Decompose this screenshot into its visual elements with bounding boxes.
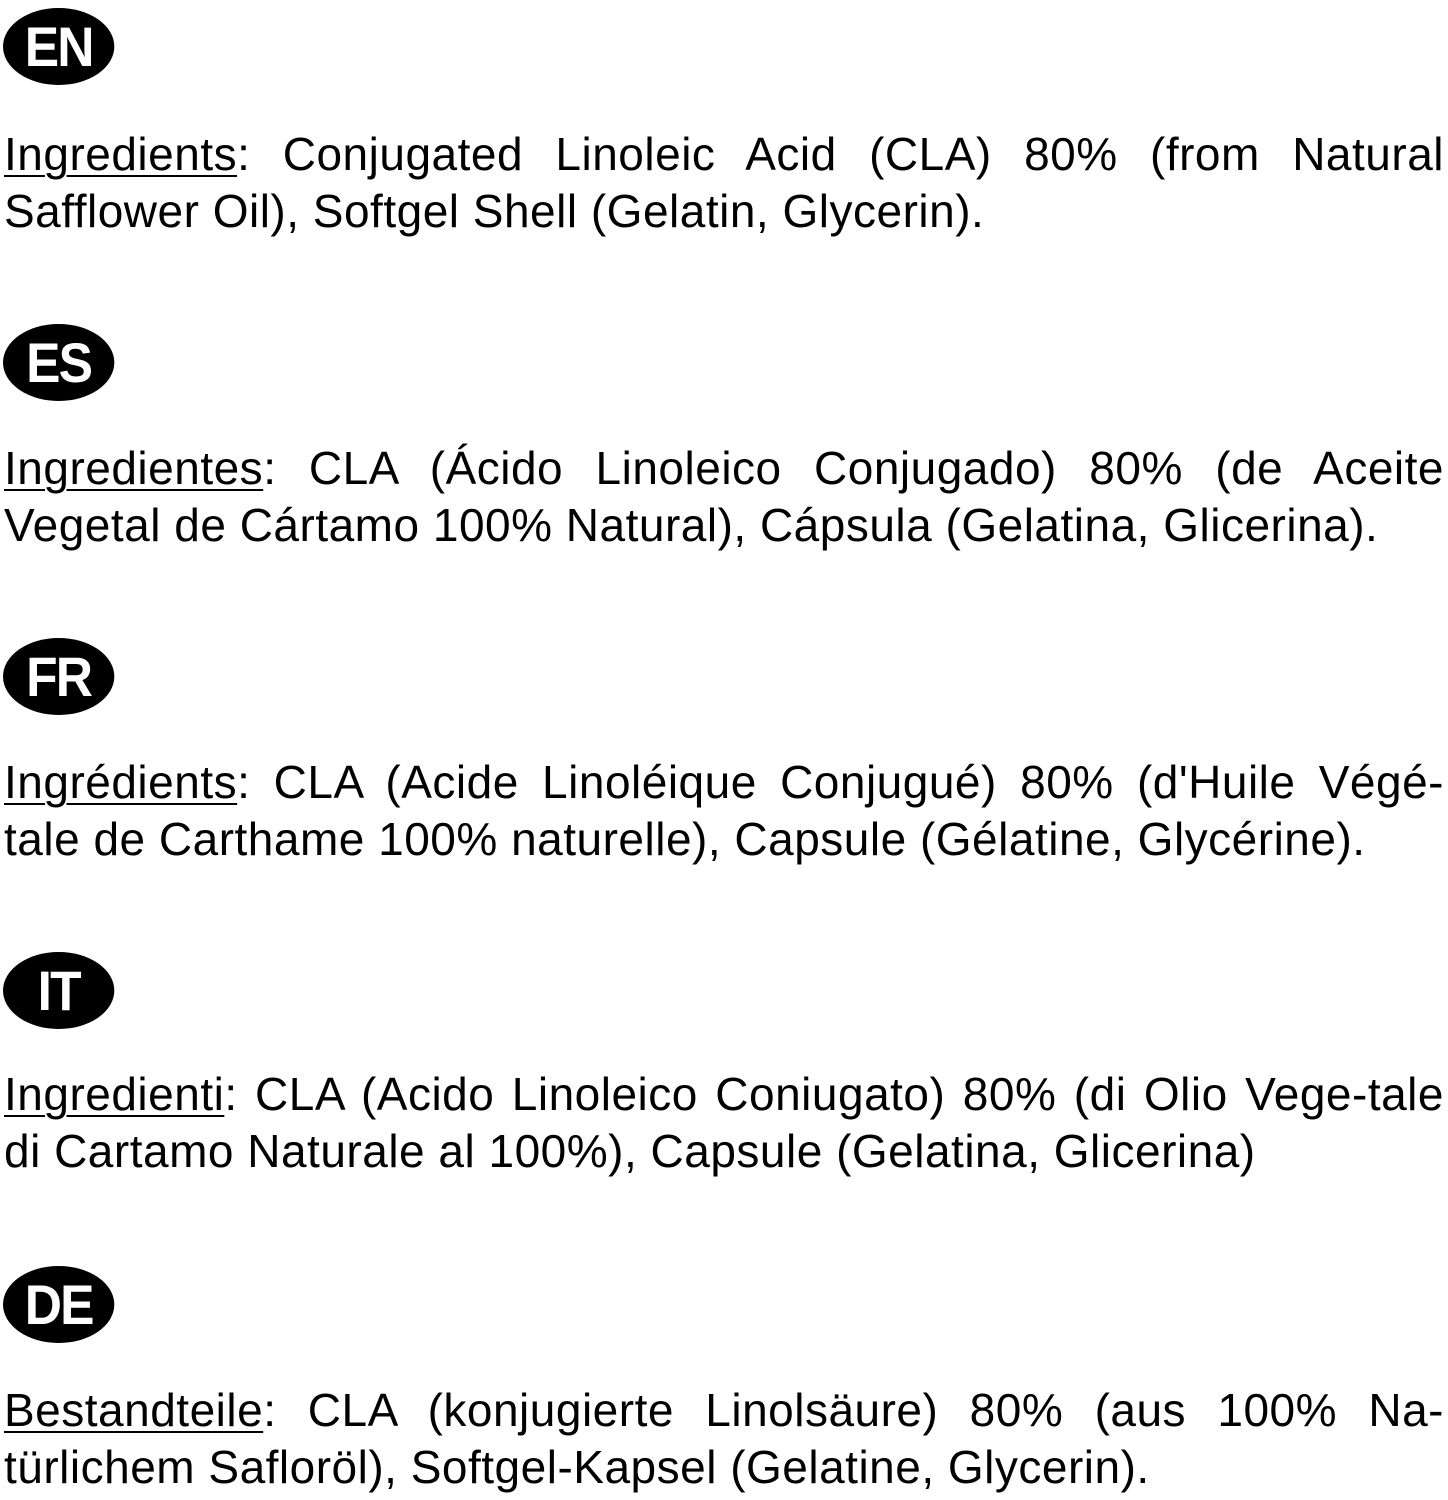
language-badge-fr: FR: [3, 638, 114, 715]
ingredients-body-it: : CLA (Acido Linoleico Coniugato) 80% (di Olio Vege-tale di Cartamo Naturale al 100%), Capsule (Gelatina, Glicerina): [4, 1068, 1444, 1177]
ingredients-label-es: Ingredientes: [4, 442, 264, 494]
ingredients-text-en: [4, 126, 1444, 240]
ingredients-text-fr: [4, 754, 1444, 868]
ingredients-label-fr: Ingrédients: [4, 756, 238, 808]
ingredients-label-it: Ingredienti: [4, 1068, 225, 1120]
language-badge-it: IT: [3, 952, 114, 1029]
ingredients-body-fr: : CLA (Acide Linoléique Conjugué) 80% (d'Huile Végé-tale de Carthame 100% naturelle), Capsule (Gélatine, Glycérine).: [4, 756, 1444, 865]
ingredients-label-en: Ingredients: [4, 128, 238, 180]
ingredients-body-de: : CLA (konjugierte Linolsäure) 80% (aus 100% Na-türlichem Safloröl), Softgel-Kapsel (Gelatine, Glycerin).: [4, 1384, 1444, 1493]
ingredients-text-it: [4, 1066, 1444, 1180]
language-badge-de: DE: [3, 1266, 114, 1343]
language-badge-en: EN: [3, 8, 114, 85]
language-badge-es: ES: [3, 324, 114, 401]
ingredients-label-de: Bestandteile: [4, 1384, 264, 1436]
ingredients-text-es: [4, 440, 1444, 554]
ingredients-body-en: : Conjugated Linoleic Acid (CLA) 80% (from Natural Safflower Oil), Softgel Shell (Gelatin, Glycerin).: [4, 128, 1444, 237]
ingredients-body-es: : CLA (Ácido Linoleico Conjugado) 80% (de Aceite Vegetal de Cártamo 100% Natural), Cápsula (Gelatina, Glicerina).: [4, 442, 1444, 551]
ingredients-text-de: [4, 1382, 1444, 1496]
